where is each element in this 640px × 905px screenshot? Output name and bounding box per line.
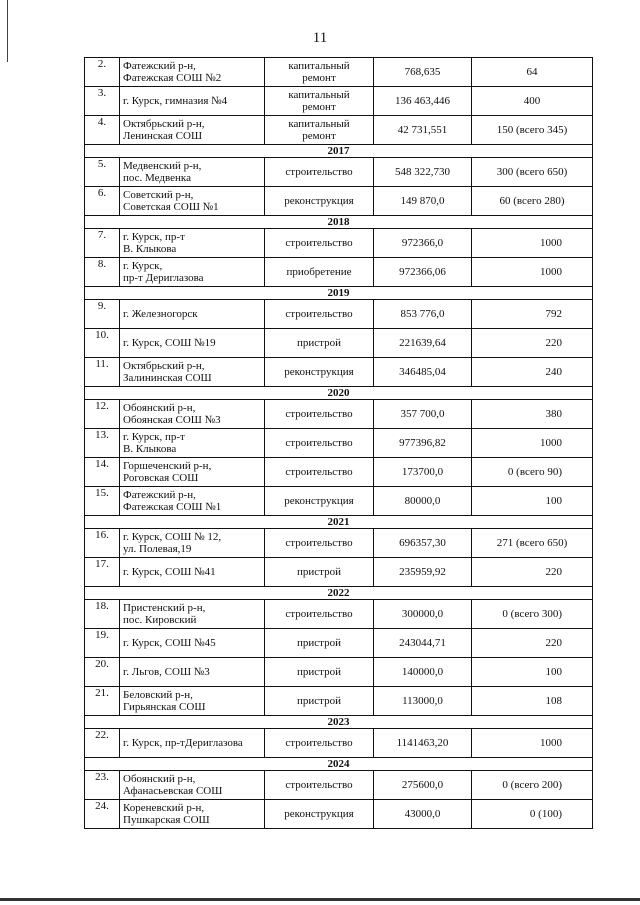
row-number: 22. bbox=[85, 729, 120, 758]
student-places: 220 bbox=[472, 629, 593, 658]
year-label: 2022 bbox=[85, 587, 593, 600]
table-row bbox=[85, 558, 593, 587]
table-row bbox=[85, 487, 593, 516]
school-location: Беловский р-н, Гирьянская СОШ bbox=[120, 687, 265, 716]
school-location: Обоянский р-н, Афанасьевская СОШ bbox=[120, 771, 265, 800]
work-type: строительство bbox=[265, 458, 374, 487]
school-location: Обоянский р-н, Обоянская СОШ №3 bbox=[120, 400, 265, 429]
funding-amount: 972366,06 bbox=[374, 258, 472, 287]
row-number: 24. bbox=[85, 800, 120, 829]
work-type: пристрой bbox=[265, 658, 374, 687]
work-type: реконструкция bbox=[265, 187, 374, 216]
student-places: 0 (всего 300) bbox=[472, 600, 593, 629]
year-header-row bbox=[85, 516, 593, 529]
row-number: 18. bbox=[85, 600, 120, 629]
funding-amount: 346485,04 bbox=[374, 358, 472, 387]
year-header-row bbox=[85, 587, 593, 600]
student-places: 0 (100) bbox=[472, 800, 593, 829]
school-location: Пристенский р-н, пос. Кировский bbox=[120, 600, 265, 629]
student-places: 220 bbox=[472, 329, 593, 358]
funding-amount: 149 870,0 bbox=[374, 187, 472, 216]
table-row bbox=[85, 158, 593, 187]
work-type: строительство bbox=[265, 229, 374, 258]
row-number: 11. bbox=[85, 358, 120, 387]
row-number: 21. bbox=[85, 687, 120, 716]
work-type: реконструкция bbox=[265, 800, 374, 829]
funding-amount: 243044,71 bbox=[374, 629, 472, 658]
student-places: 150 (всего 345) bbox=[472, 116, 593, 145]
school-location: Октябрьский р-н, Ленинская СОШ bbox=[120, 116, 265, 145]
student-places: 108 bbox=[472, 687, 593, 716]
student-places: 60 (всего 280) bbox=[472, 187, 593, 216]
work-type: пристрой bbox=[265, 629, 374, 658]
school-location: г. Курск, пр-тДериглазова bbox=[120, 729, 265, 758]
row-number: 4. bbox=[85, 116, 120, 145]
row-number: 3. bbox=[85, 87, 120, 116]
work-type: строительство bbox=[265, 729, 374, 758]
funding-amount: 696357,30 bbox=[374, 529, 472, 558]
funding-amount: 140000,0 bbox=[374, 658, 472, 687]
work-type: строительство bbox=[265, 300, 374, 329]
table-row bbox=[85, 87, 593, 116]
school-location: г. Железногорск bbox=[120, 300, 265, 329]
work-type: строительство bbox=[265, 400, 374, 429]
work-type: строительство bbox=[265, 529, 374, 558]
table-row bbox=[85, 458, 593, 487]
table-row bbox=[85, 729, 593, 758]
year-label: 2017 bbox=[85, 145, 593, 158]
student-places: 220 bbox=[472, 558, 593, 587]
row-number: 14. bbox=[85, 458, 120, 487]
student-places: 0 (всего 200) bbox=[472, 771, 593, 800]
work-type: пристрой bbox=[265, 329, 374, 358]
row-number: 17. bbox=[85, 558, 120, 587]
table-row bbox=[85, 187, 593, 216]
work-type: капитальный ремонт bbox=[265, 87, 374, 116]
funding-amount: 275600,0 bbox=[374, 771, 472, 800]
funding-amount: 42 731,551 bbox=[374, 116, 472, 145]
student-places: 1000 bbox=[472, 729, 593, 758]
row-number: 8. bbox=[85, 258, 120, 287]
row-number: 15. bbox=[85, 487, 120, 516]
school-location: г. Курск, пр-т В. Клыкова bbox=[120, 429, 265, 458]
school-location: г. Курск, пр-т Дериглазова bbox=[120, 258, 265, 287]
school-location: Октябрьский р-н, Залининская СОШ bbox=[120, 358, 265, 387]
funding-amount: 768,635 bbox=[374, 58, 472, 87]
row-number: 13. bbox=[85, 429, 120, 458]
table-row bbox=[85, 258, 593, 287]
row-number: 19. bbox=[85, 629, 120, 658]
funding-amount: 136 463,446 bbox=[374, 87, 472, 116]
work-type: пристрой bbox=[265, 558, 374, 587]
student-places: 271 (всего 650) bbox=[472, 529, 593, 558]
year-header-row bbox=[85, 145, 593, 158]
table-row bbox=[85, 116, 593, 145]
table-row bbox=[85, 800, 593, 829]
funding-amount: 972366,0 bbox=[374, 229, 472, 258]
year-header-row bbox=[85, 758, 593, 771]
funding-amount: 1141463,20 bbox=[374, 729, 472, 758]
page-number: 11 bbox=[312, 30, 328, 46]
year-header-row bbox=[85, 287, 593, 300]
year-label: 2021 bbox=[85, 516, 593, 529]
funding-amount: 221639,64 bbox=[374, 329, 472, 358]
table-row bbox=[85, 600, 593, 629]
funding-amount: 173700,0 bbox=[374, 458, 472, 487]
table-row bbox=[85, 658, 593, 687]
work-type: пристрой bbox=[265, 687, 374, 716]
table-row bbox=[85, 229, 593, 258]
table-row bbox=[85, 58, 593, 87]
work-type: капитальный ремонт bbox=[265, 58, 374, 87]
student-places: 400 bbox=[472, 87, 593, 116]
school-location: г. Льгов, СОШ №3 bbox=[120, 658, 265, 687]
scan-edge-bottom bbox=[0, 898, 640, 901]
work-type: строительство bbox=[265, 600, 374, 629]
school-location: Кореневский р-н, Пушкарская СОШ bbox=[120, 800, 265, 829]
student-places: 64 bbox=[472, 58, 593, 87]
student-places: 300 (всего 650) bbox=[472, 158, 593, 187]
funding-amount: 113000,0 bbox=[374, 687, 472, 716]
student-places: 1000 bbox=[472, 229, 593, 258]
school-location: Горшеченский р-н, Роговская СОШ bbox=[120, 458, 265, 487]
student-places: 1000 bbox=[472, 258, 593, 287]
year-label: 2020 bbox=[85, 387, 593, 400]
school-location: г. Курск, СОШ №41 bbox=[120, 558, 265, 587]
row-number: 7. bbox=[85, 229, 120, 258]
row-number: 6. bbox=[85, 187, 120, 216]
school-location: г. Курск, СОШ № 12, ул. Полевая,19 bbox=[120, 529, 265, 558]
row-number: 16. bbox=[85, 529, 120, 558]
year-label: 2024 bbox=[85, 758, 593, 771]
school-location: г. Курск, СОШ №19 bbox=[120, 329, 265, 358]
table-row bbox=[85, 629, 593, 658]
schools-construction-table bbox=[84, 57, 593, 829]
school-location: Фатежский р-н, Фатежская СОШ №2 bbox=[120, 58, 265, 87]
table-row bbox=[85, 771, 593, 800]
year-header-row bbox=[85, 216, 593, 229]
work-type: реконструкция bbox=[265, 487, 374, 516]
table-row bbox=[85, 329, 593, 358]
funding-amount: 548 322,730 bbox=[374, 158, 472, 187]
student-places: 0 (всего 90) bbox=[472, 458, 593, 487]
row-number: 12. bbox=[85, 400, 120, 429]
funding-amount: 80000,0 bbox=[374, 487, 472, 516]
school-location: Фатежский р-н, Фатежская СОШ №1 bbox=[120, 487, 265, 516]
row-number: 9. bbox=[85, 300, 120, 329]
school-location: г. Курск, гимназия №4 bbox=[120, 87, 265, 116]
school-location: Советский р-н, Советская СОШ №1 bbox=[120, 187, 265, 216]
student-places: 240 bbox=[472, 358, 593, 387]
funding-amount: 235959,92 bbox=[374, 558, 472, 587]
table-row bbox=[85, 358, 593, 387]
student-places: 792 bbox=[472, 300, 593, 329]
funding-amount: 977396,82 bbox=[374, 429, 472, 458]
row-number: 20. bbox=[85, 658, 120, 687]
student-places: 100 bbox=[472, 487, 593, 516]
work-type: капитальный ремонт bbox=[265, 116, 374, 145]
work-type: реконструкция bbox=[265, 358, 374, 387]
work-type: строительство bbox=[265, 429, 374, 458]
year-header-row bbox=[85, 387, 593, 400]
year-label: 2023 bbox=[85, 716, 593, 729]
row-number: 10. bbox=[85, 329, 120, 358]
funding-amount: 43000,0 bbox=[374, 800, 472, 829]
school-location: г. Курск, пр-т В. Клыкова bbox=[120, 229, 265, 258]
funding-amount: 853 776,0 bbox=[374, 300, 472, 329]
student-places: 380 bbox=[472, 400, 593, 429]
row-number: 2. bbox=[85, 58, 120, 87]
table-row bbox=[85, 529, 593, 558]
school-location: г. Курск, СОШ №45 bbox=[120, 629, 265, 658]
school-location: Медвенский р-н, пос. Медвенка bbox=[120, 158, 265, 187]
row-number: 23. bbox=[85, 771, 120, 800]
year-label: 2019 bbox=[85, 287, 593, 300]
row-number: 5. bbox=[85, 158, 120, 187]
student-places: 1000 bbox=[472, 429, 593, 458]
table-row bbox=[85, 300, 593, 329]
work-type: приобретение bbox=[265, 258, 374, 287]
table-body bbox=[85, 58, 593, 829]
table-row bbox=[85, 687, 593, 716]
table-row bbox=[85, 400, 593, 429]
year-header-row bbox=[85, 716, 593, 729]
year-label: 2018 bbox=[85, 216, 593, 229]
work-type: строительство bbox=[265, 158, 374, 187]
funding-amount: 300000,0 bbox=[374, 600, 472, 629]
student-places: 100 bbox=[472, 658, 593, 687]
work-type: строительство bbox=[265, 771, 374, 800]
funding-amount: 357 700,0 bbox=[374, 400, 472, 429]
table-row bbox=[85, 429, 593, 458]
